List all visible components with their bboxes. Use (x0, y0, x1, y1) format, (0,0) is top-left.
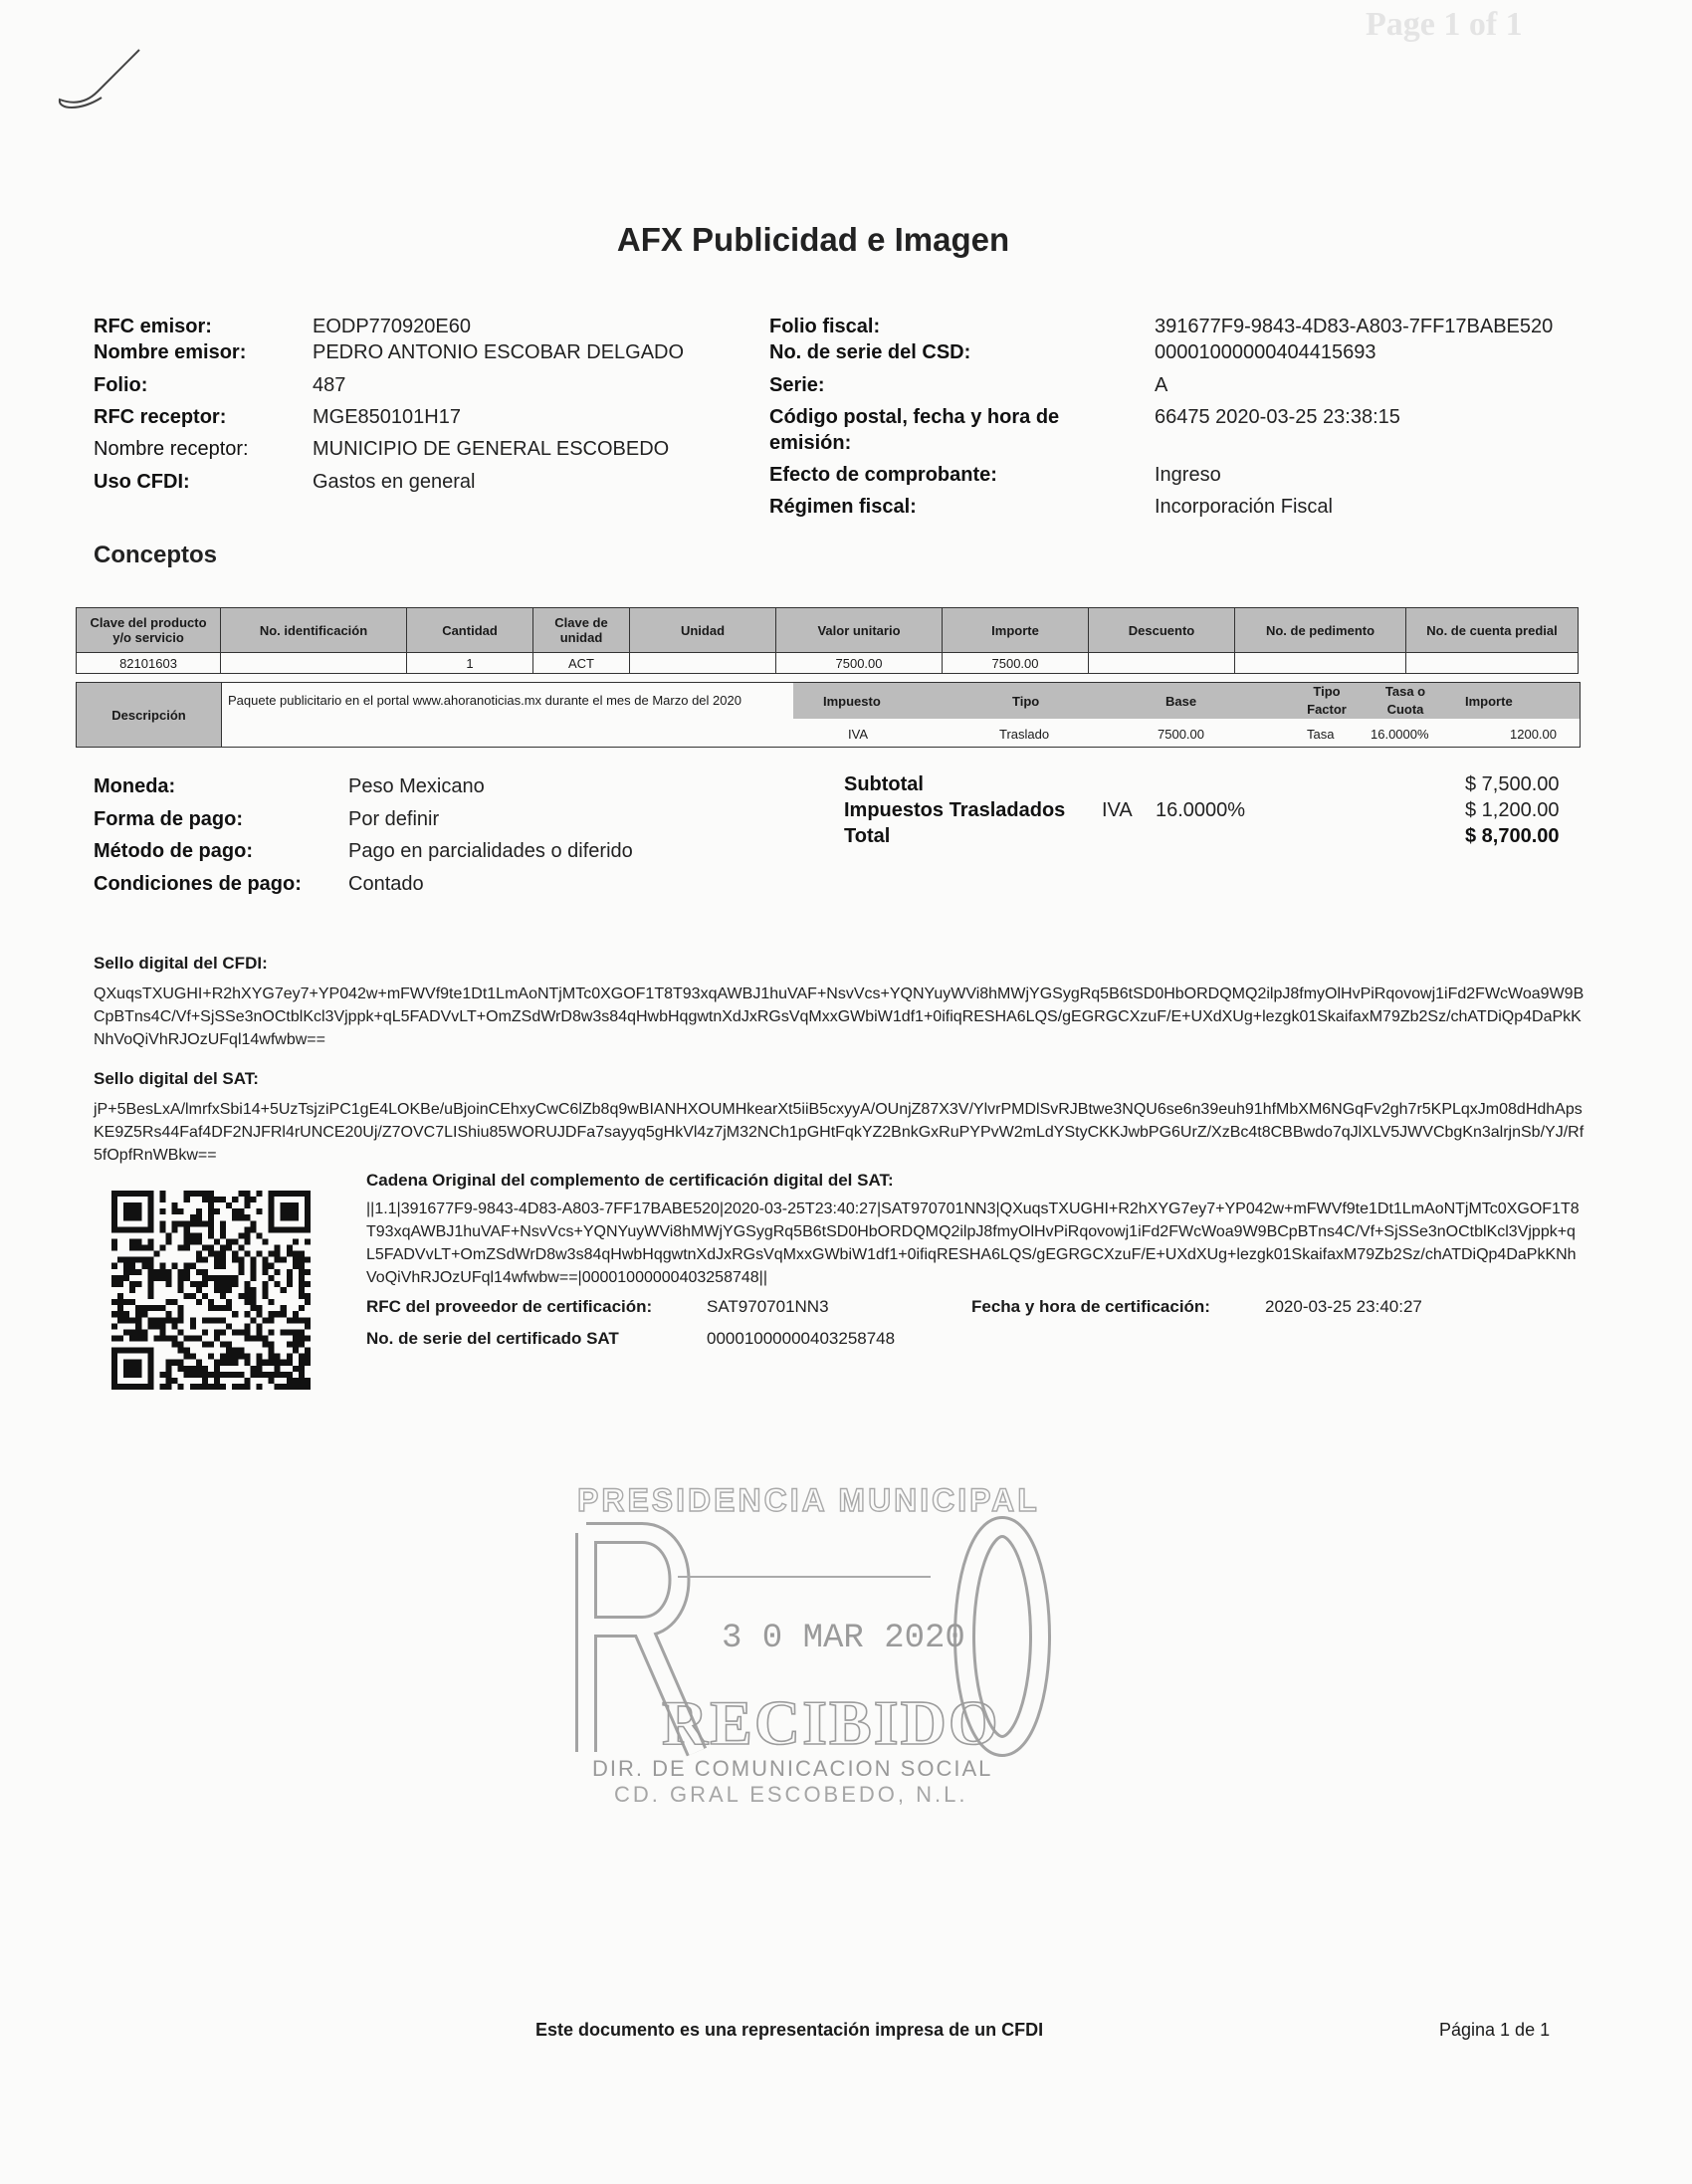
nombre-receptor-value: MUNICIPIO DE GENERAL ESCOBEDO (313, 438, 670, 460)
metodo-pago-label: Método de pago: (94, 840, 253, 862)
efecto-label: Efecto de comprobante: (769, 464, 997, 486)
cp-fecha-label-2: emisión: (769, 432, 852, 454)
col-no-pedimento: No. de pedimento (1235, 608, 1406, 653)
conceptos-heading: Conceptos (94, 542, 218, 568)
impuestos-value: $ 1,200.00 (1465, 799, 1560, 821)
nombre-emisor-value: PEDRO ANTONIO ESCOBAR DELGADO (313, 341, 685, 363)
sello-sat-value: jP+5BesLxA/lmrfxSbi14+5UzTsjziPC1gE4LOKBe/uBjoinCEhxyCwC6lZb8q9wBIANHXOUMHkearXt5iiB5cxyyA/OUnjZ87X3V/YlvrPMDlSvRJBtwe3NQU6se6n39euh91hfMbXM6NGqFv2gh7r5KPLqxJm08dHdhApsKE9Z5Rs44Faf4DF2NJFRl4rUNCE20Uj/Z7OVC7LIShiu85WORUJDFa7sayyq5gHkVl4z7jM32NCh1pGHtFqkYZ2BnkGxRuPYPvW2mLdYStyCKKJwbPG6UrZ/XzBc4t8CBBwdo7qJlXLV5JWVCbgKn3alrjnSb/YJ/Rf5fOpfRnWBkw== (94, 1101, 1585, 1164)
total-value: $ 8,700.00 (1465, 825, 1560, 847)
recibido-stamp (572, 1477, 1060, 1808)
nombre-receptor-label: Nombre receptor: (94, 438, 249, 460)
stamp-top-text: PRESIDENCIA MUNICIPAL (577, 1482, 1040, 1518)
stamp-line-1: DIR. DE COMUNICACION SOCIAL (592, 1756, 993, 1781)
subtotal-value: $ 7,500.00 (1465, 773, 1560, 795)
forma-pago-value: Por definir (348, 808, 440, 830)
rfc-emisor-label: RFC emisor: (94, 316, 212, 337)
folio-fiscal-value: 391677F9-9843-4D83-A803-7FF17BABE520 (1155, 316, 1554, 337)
col-valor-unitario: Valor unitario (776, 608, 943, 653)
descripcion-box (76, 682, 1581, 748)
moneda-label: Moneda: (94, 775, 176, 797)
tax-base: 7500.00 (1158, 727, 1204, 742)
tax-tasa: 16.0000% (1371, 727, 1429, 742)
tax-col-importe: Importe (1465, 694, 1513, 709)
cadena-original-label: Cadena Original del complemento de certificación digital del SAT: (366, 1171, 894, 1190)
serie-csd-value: 00001000000404415693 (1155, 341, 1376, 363)
forma-pago-label: Forma de pago: (94, 808, 244, 830)
condiciones-pago-value: Contado (348, 873, 424, 895)
tax-breakdown (793, 683, 1580, 747)
cell-valor-unitario: 7500.00 (776, 653, 943, 674)
serie-label: Serie: (769, 374, 825, 396)
footer-page-number: Página 1 de 1 (1439, 2020, 1551, 2040)
fecha-certificacion-value: 2020-03-25 23:40:27 (1265, 1297, 1422, 1316)
sello-cfdi-label: Sello digital del CFDI: (94, 954, 268, 973)
regimen-value: Incorporación Fiscal (1155, 496, 1333, 518)
subtotal-label: Subtotal (844, 773, 924, 795)
cp-fecha-label: Código postal, fecha y hora de (769, 406, 1060, 428)
fecha-certificacion-label: Fecha y hora de certificación: (971, 1297, 1210, 1316)
serie-certificado-sat-value: 00001000000403258748 (707, 1329, 896, 1348)
cadena-original-value: ||1.1|391677F9-9843-4D83-A803-7FF17BABE520|2020-03-25T23:40:27|SAT970701NN3|QXuqsTXUGHI+R2hXYG7ey7+YP042w+mFWVf9te1Dt1LmAoNTjMTc0XGOF1T8T93xqAWBJ1huVAF+NsvVcs+YQNYuyWVi8hMWjYGSygRq5B6tSD0HbORDQMQ2ilpJ8fmyOlHvPiRqovowj1iFd2FWcWoa9W9BCpBTns4C/Vf+SjSSe3nOCtblKcl3Vjppk+qL5FADVvLT+OmZSdWrD8w3s84qHwbHqgwtnXdJxRGsVqMxxGWbiW1df1+0ifiqRESHA6LQS/gEGRGCXzuF/E+UXdXUg+lezgk01SkaifaxM79Zb2Sz/chATDiQp4DaPkKNhVoQiVhRJOzUFql14wfwbw==|00001000000403258748|| (366, 1201, 1580, 1286)
uso-cfdi-value: Gastos en general (313, 471, 476, 493)
efecto-value: Ingreso (1155, 464, 1221, 486)
serie-certificado-sat-label: No. de serie del certificado SAT (366, 1329, 619, 1348)
rfc-receptor-value: MGE850101H17 (313, 406, 461, 428)
uso-cfdi-label: Uso CFDI: (94, 471, 190, 493)
tax-col-tipo: Tipo (1012, 694, 1040, 709)
cell-descuento (1089, 653, 1235, 674)
cell-unidad (630, 653, 776, 674)
cell-clave-unidad: ACT (533, 653, 630, 674)
folio-label: Folio: (94, 374, 148, 396)
tax-tipo: Traslado (999, 727, 1050, 742)
tax-row (793, 719, 1580, 747)
condiciones-pago-label: Condiciones de pago: (94, 873, 302, 895)
descripcion-text: Paquete publicitario en el portal www.ahoranoticias.mx durante el mes de Marzo del 2020 (228, 693, 741, 708)
ghost-page-number: Page 1 of 1 (1366, 6, 1523, 43)
col-clave-unidad: Clave de unidad (533, 608, 630, 653)
col-importe: Importe (943, 608, 1089, 653)
impuestos-label: Impuestos Trasladados (844, 799, 1066, 821)
tax-col-impuesto: Impuesto (823, 694, 881, 709)
stamp-date: 3 0 MAR 2020 (722, 1620, 965, 1657)
col-no-cuenta-predial: No. de cuenta predial (1406, 608, 1579, 653)
cell-importe: 7500.00 (943, 653, 1089, 674)
pen-mark (40, 40, 159, 119)
tax-importe: 1200.00 (1510, 727, 1557, 742)
tax-col-tasa: Tasa o (1384, 684, 1426, 699)
col-clave-producto: Clave del producto y/o servicio (77, 608, 221, 653)
tax-col-tipo-factor: Tipo (1313, 684, 1341, 699)
rfc-emisor-value: EODP770920E60 (313, 316, 472, 337)
serie-value: A (1155, 374, 1168, 396)
rfc-proveedor-value: SAT970701NN3 (707, 1297, 829, 1316)
footer-note: Este documento es una representación impresa de un CFDI (535, 2020, 1044, 2040)
moneda-value: Peso Mexicano (348, 775, 485, 797)
col-cantidad: Cantidad (407, 608, 533, 653)
rfc-proveedor-label: RFC del proveedor de certificación: (366, 1297, 653, 1316)
cell-no-identificacion (221, 653, 407, 674)
sello-sat-label: Sello digital del SAT: (94, 1069, 259, 1088)
conceptos-table (76, 607, 1579, 674)
cell-no-cuenta-predial (1406, 653, 1579, 674)
qr-code-image (111, 1191, 311, 1390)
cell-no-pedimento (1235, 653, 1406, 674)
nombre-emisor-label: Nombre emisor: (94, 341, 247, 363)
col-unidad: Unidad (630, 608, 776, 653)
tax-col-base: Base (1165, 694, 1197, 709)
folio-value: 487 (313, 374, 346, 396)
rfc-receptor-label: RFC receptor: (94, 406, 227, 428)
tax-tipo-factor: Tasa (1307, 727, 1335, 742)
stamp-line-2: CD. GRAL ESCOBEDO, N.L. (614, 1782, 968, 1807)
total-label: Total (844, 825, 891, 847)
cell-cantidad: 1 (407, 653, 533, 674)
impuestos-tasa: 16.0000% (1156, 799, 1246, 821)
folio-fiscal-label: Folio fiscal: (769, 316, 881, 337)
cp-fecha-value: 66475 2020-03-25 23:38:15 (1155, 406, 1400, 428)
tax-col-tasa-2: Cuota (1386, 702, 1424, 717)
document-title: AFX Publicidad e Imagen (616, 221, 1010, 258)
serie-csd-label: No. de serie del CSD: (769, 341, 971, 363)
metodo-pago-value: Pago en parcialidades o diferido (348, 840, 633, 862)
cell-clave-producto: 82101603 (77, 653, 221, 674)
tax-impuesto: IVA (848, 727, 868, 742)
impuestos-tipo: IVA (1102, 799, 1133, 821)
sello-cfdi-value: QXuqsTXUGHI+R2hXYG7ey7+YP042w+mFWVf9te1Dt1LmAoNTjMTc0XGOF1T8T93xqAWBJ1huVAF+NsvVcs+YQNYuyWVi8hMWjYGSygRq5B6tSD0HbORDQMQ2ilpJ8fmyOlHvPiRqovowj1iFd2FWcWoa9W9BCpBTns4C/Vf+SjSSe3nOCtblKcl3Vjppk+qL5FADVvLT+OmZSdWrD8w3s84qHwbHqgwtnXdJxRGsVqMxxGWbiW1df1+0ifiqRESHA6LQS/gEGRGCXzuF/E+UXdXUg+lezgk01SkaifaxM79Zb2Sz/chATDiQp4DaPkKNhVoQiVhRJOzUFql14wfwbw== (94, 985, 1585, 1048)
stamp-word: RECIBIDO (662, 1687, 1000, 1758)
col-descuento: Descuento (1089, 608, 1235, 653)
col-no-identificacion: No. identificación (221, 608, 407, 653)
table-row (77, 653, 1579, 674)
regimen-label: Régimen fiscal: (769, 496, 917, 518)
descripcion-label: Descripción (77, 683, 222, 747)
tax-col-tipo-factor-2: Factor (1307, 702, 1347, 717)
